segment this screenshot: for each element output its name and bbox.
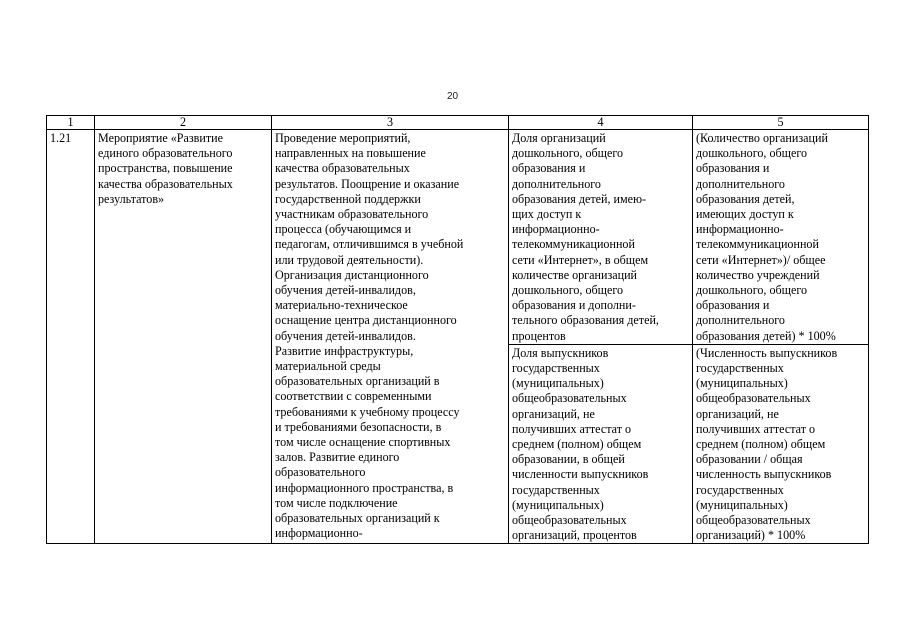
indicators-table xyxy=(46,115,869,544)
formula-cell-2: (Численность выпускников государственных (муниципальных) общеобразовательных организаций, не получивших аттестат о среднем (полном) общем образовании / общая численность выпускников государственных (муниципальных) общеобразовательных организаций) * 100% xyxy=(693,344,869,544)
page-number: 20 xyxy=(446,91,459,102)
formula-cell-1: (Количество организаций дошкольного, общего образования и дополнительного образования детей, имеющих доступ к информационно- телекоммуникационной сети «Интернет»)/ общее количество учреждений дошкольного, общего образования и дополнительного образования детей) * 100% xyxy=(693,130,869,345)
event-description-cell: Проведение мероприятий, направленных на повышение качества образовательных результатов. Поощрение и оказание государственной поддержки участникам образовательного процесса (обучающимся и педагогам, отличившимся в учебной или трудовой деятельности). Организация дистанционного обучения детей-инвалидов, материально-техническое оснащение центра дистанционного обучения детей-инвалидов. Развитие инфраструктуры, материальной среды образовательных организаций в соответствии с современными требованиями к учебному процессу и требованиями безопасности, в том числе оснащение спортивных залов. Развитие единого образовательного информационного пространства, в том числе подключение образовательных организаций к информационно- xyxy=(272,130,509,544)
indicator-cell-2: Доля выпускников государственных (муниципальных) общеобразовательных организаций, не получивших аттестат о среднем (полном) общем образовании, в общей численности выпускников государственных (муниципальных) общеобразовательных организаций, процентов xyxy=(509,344,693,544)
table-row xyxy=(47,130,869,345)
row-number: 1.21 xyxy=(47,130,95,544)
header-col-1: 1 xyxy=(47,116,95,130)
indicator-cell-1: Доля организаций дошкольного, общего образования и дополнительного образования детей, имею- щих доступ к информационно- телекоммуникационной сети «Интернет», в общем количестве организаций дошкольного, общего образования и дополни- тельного образования детей, процентов xyxy=(509,130,693,345)
event-name-cell: Мероприятие «Развитие единого образовательного пространства, повышение качества образовательных результатов» xyxy=(95,130,272,544)
header-col-4: 4 xyxy=(509,116,693,130)
header-col-2: 2 xyxy=(95,116,272,130)
header-col-3: 3 xyxy=(272,116,509,130)
header-col-5: 5 xyxy=(693,116,869,130)
header-row xyxy=(47,116,869,130)
